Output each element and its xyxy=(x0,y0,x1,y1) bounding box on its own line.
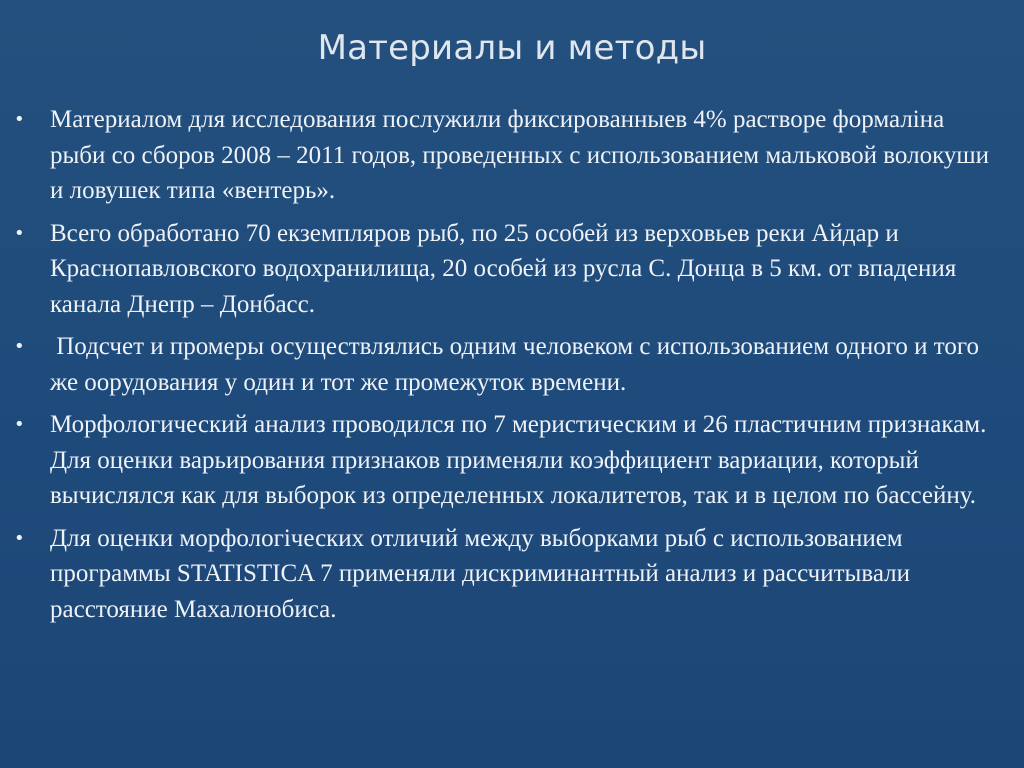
bullet-dot-icon: • xyxy=(14,414,25,435)
bullet-dot-icon: • xyxy=(14,109,25,130)
bullet-item xyxy=(14,407,1004,514)
slide-title: Материалы и методы xyxy=(317,28,707,68)
bullet-dot-icon: • xyxy=(14,336,25,357)
bullet-text: Морфологический анализ проводился по 7 меристическим и 26 пластичним признакам. Для оценки варьирования признаков применяли коэффициент вариации, который вычислялся как для выборок из определенных локалитетов, так и в целом по бассейну. xyxy=(50,411,987,509)
bullet-text: Для оценки морфологіческих отличий между выборками рыб с использованием программы STATISTICA 7 применяли дискриминантный анализ и рассчитывали расстояние Махалонобиса. xyxy=(50,524,910,623)
bullet-text: Материалом для исследования послужили фиксированныев 4% растворе формаліна рыби со сборов 2008 – 2011 годов, проведенных с использованием мальковой волокуши и ловушек типа «вентерь». xyxy=(50,106,990,204)
bullet-item xyxy=(14,102,1004,209)
bullet-item xyxy=(14,329,1004,400)
bullet-text: Подсчет и промеры осуществлялись одним человеком с использованием одного и того же оорудования у один и тот же промежуток времени. xyxy=(50,333,986,396)
bullet-list xyxy=(14,102,1004,634)
bullet-dot-icon: • xyxy=(14,222,25,244)
bullet-dot-icon: • xyxy=(14,527,25,549)
bullet-text: Всего обработано 70 екземпляров рыб, по 25 особей из верховьев реки Айдар и Краснопавловского водохранилища, 20 особей из русла С. Донца в 5 км. от впадения канала Днепр – Донбасс. xyxy=(50,219,957,318)
bullet-item xyxy=(14,216,1004,323)
bullet-item xyxy=(14,521,1004,628)
